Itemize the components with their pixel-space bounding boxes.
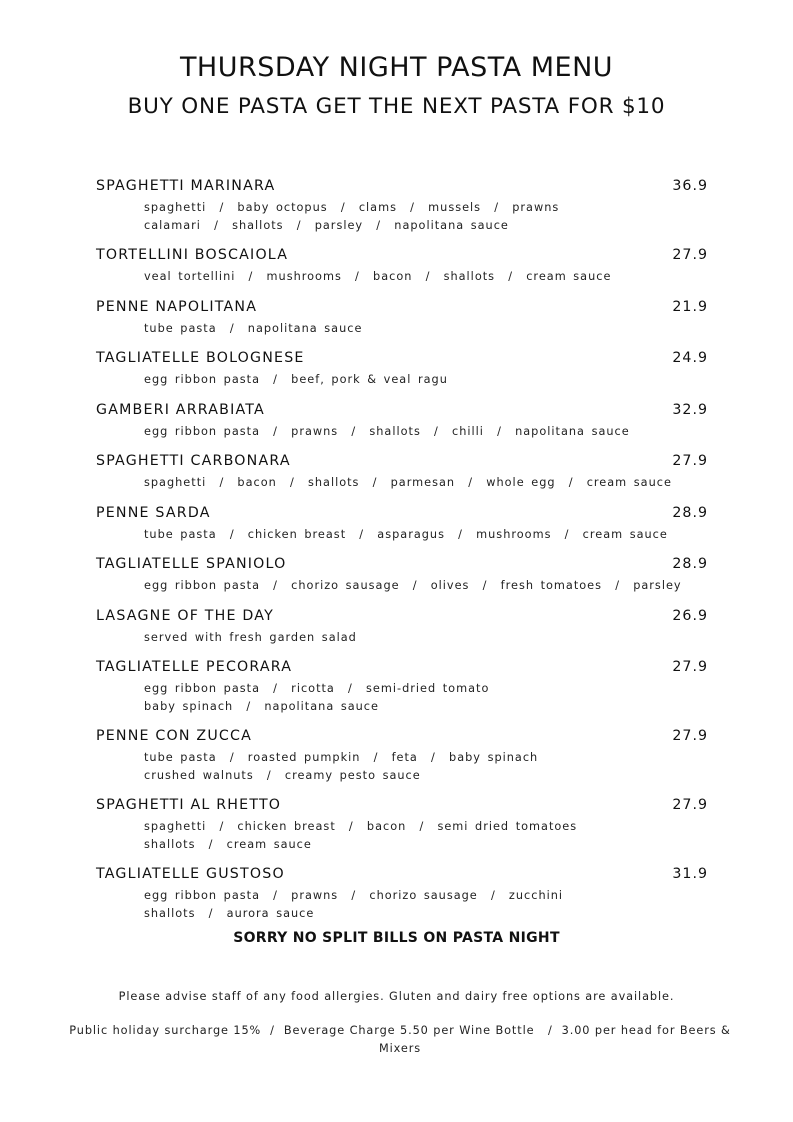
menu-item-name: TAGLIATELLE SPANIOLO <box>96 556 287 572</box>
menu-item-description <box>144 818 708 853</box>
menu-item <box>96 797 708 853</box>
menu-item-description-line: egg ribbon pasta / prawns / shallots / chilli / napolitana sauce <box>144 424 630 438</box>
menu-item-price: 32.9 <box>672 401 708 418</box>
menu-item-description-line: calamari / shallots / parsley / napolitana sauce <box>144 218 509 232</box>
menu-item-description <box>144 680 708 715</box>
menu-item-price: 27.9 <box>672 247 708 263</box>
menu-list <box>96 178 708 935</box>
menu-item-description <box>144 199 708 234</box>
menu-item-header <box>96 659 708 679</box>
allergy-note: Please advise staff of any food allergies. Gluten and dairy free options are available. <box>118 990 675 1003</box>
menu-item-description-line: egg ribbon pasta / ricotta / semi-dried tomato <box>144 682 490 695</box>
menu-item-header <box>96 866 708 886</box>
menu-item-description <box>144 423 708 441</box>
menu-item-header <box>96 608 708 628</box>
menu-item-description-line: tube pasta / chicken breast / asparagus / mushrooms / cream sauce <box>144 527 668 541</box>
menu-item-name: GAMBERI ARRABIATA <box>96 401 265 418</box>
menu-item-name: SPAGHETTI AL RHETTO <box>96 797 282 813</box>
menu-item-description-line: egg ribbon pasta / chorizo sausage / olives / fresh tomatoes / parsley <box>144 579 682 592</box>
menu-item-price: 27.9 <box>672 453 708 469</box>
menu-item <box>96 728 708 784</box>
menu-item-description-line: egg ribbon pasta / beef, pork & veal ragu <box>144 373 448 386</box>
menu-item-name: TAGLIATELLE GUSTOSO <box>96 866 285 882</box>
menu-item-description <box>144 474 708 492</box>
menu-item-name: TORTELLINI BOSCAIOLA <box>96 247 289 263</box>
menu-item-header <box>96 402 708 422</box>
menu-item-price: 28.9 <box>672 504 708 521</box>
surcharge-note: Public holiday surcharge 15% / Beverage Charge 5.50 per Wine Bottle / 3.00 per head for Beers & Mixers <box>69 1024 736 1055</box>
menu-item-description-line: spaghetti / baby octopus / clams / mussels / prawns <box>144 201 560 214</box>
menu-item-header <box>96 247 708 267</box>
page-title: THURSDAY NIGHT PASTA MENU <box>179 52 614 83</box>
menu-item-price: 21.9 <box>672 298 708 315</box>
menu-item-description <box>144 629 708 647</box>
menu-item-header <box>96 728 708 748</box>
menu-item <box>96 505 708 544</box>
menu-item-description-line: shallots / cream sauce <box>144 837 312 851</box>
menu-item <box>96 866 708 922</box>
menu-item-header <box>96 797 708 817</box>
menu-item-name: PENNE CON ZUCCA <box>96 728 253 744</box>
menu-item-description-line: baby spinach / napolitana sauce <box>144 699 379 713</box>
menu-item-name: PENNE SARDA <box>96 504 211 521</box>
menu-item <box>96 556 708 595</box>
menu-item-description-line: crushed walnuts / creamy pesto sauce <box>144 768 421 782</box>
menu-item-description-line: egg ribbon pasta / prawns / chorizo sausage / zucchini <box>144 889 564 902</box>
menu-item-price: 31.9 <box>672 866 708 882</box>
menu-item <box>96 453 708 492</box>
menu-item-description <box>144 320 708 338</box>
menu-item <box>96 247 708 286</box>
menu-item-price: 27.9 <box>672 797 708 813</box>
menu-item-description-line: spaghetti / bacon / shallots / parmesan / whole egg / cream sauce <box>144 476 672 489</box>
menu-item-description-line: tube pasta / roasted pumpkin / feta / baby spinach <box>144 751 539 764</box>
menu-item-header <box>96 453 708 473</box>
menu-item-name: LASAGNE OF THE DAY <box>96 607 274 624</box>
menu-item <box>96 659 708 715</box>
menu-item-header <box>96 178 708 198</box>
menu-item-name: TAGLIATELLE BOLOGNESE <box>96 350 305 366</box>
menu-item-name: TAGLIATELLE PECORARA <box>96 659 293 675</box>
menu-item-name: PENNE NAPOLITANA <box>96 298 258 315</box>
menu-item-description-line: served with fresh garden salad <box>144 630 357 644</box>
menu-item-description-line: tube pasta / napolitana sauce <box>144 321 363 335</box>
split-bill-notice: SORRY NO SPLIT BILLS ON PASTA NIGHT <box>233 930 560 946</box>
menu-item-price: 27.9 <box>672 728 708 744</box>
menu-item-header <box>96 505 708 525</box>
page-subtitle: BUY ONE PASTA GET THE NEXT PASTA FOR $10 <box>127 94 666 119</box>
menu-item-description <box>144 577 708 595</box>
menu-item-description-line: veal tortellini / mushrooms / bacon / shallots / cream sauce <box>144 270 612 283</box>
menu-item-header <box>96 556 708 576</box>
menu-item <box>96 608 708 647</box>
menu-item-name: SPAGHETTI CARBONARA <box>96 453 291 469</box>
menu-item-price: 26.9 <box>672 607 708 624</box>
menu-item-header <box>96 350 708 370</box>
menu-item-description <box>144 887 708 922</box>
menu-item-description <box>144 526 708 544</box>
menu-item-name: SPAGHETTI MARINARA <box>96 178 276 194</box>
menu-item <box>96 402 708 441</box>
menu-item-price: 36.9 <box>672 178 708 194</box>
menu-item <box>96 299 708 338</box>
menu-item-description <box>144 749 708 784</box>
menu-item-price: 24.9 <box>672 350 708 366</box>
menu-item <box>96 350 708 389</box>
menu-item-price: 27.9 <box>672 659 708 675</box>
menu-item-description-line: spaghetti / chicken breast / bacon / semi dried tomatoes <box>144 820 578 833</box>
menu-item-description <box>144 371 708 389</box>
menu-item-description <box>144 268 708 286</box>
menu-item-price: 28.9 <box>672 556 708 572</box>
menu-item-description-line: shallots / aurora sauce <box>144 906 315 920</box>
menu-item <box>96 178 708 234</box>
menu-item-header <box>96 299 708 319</box>
